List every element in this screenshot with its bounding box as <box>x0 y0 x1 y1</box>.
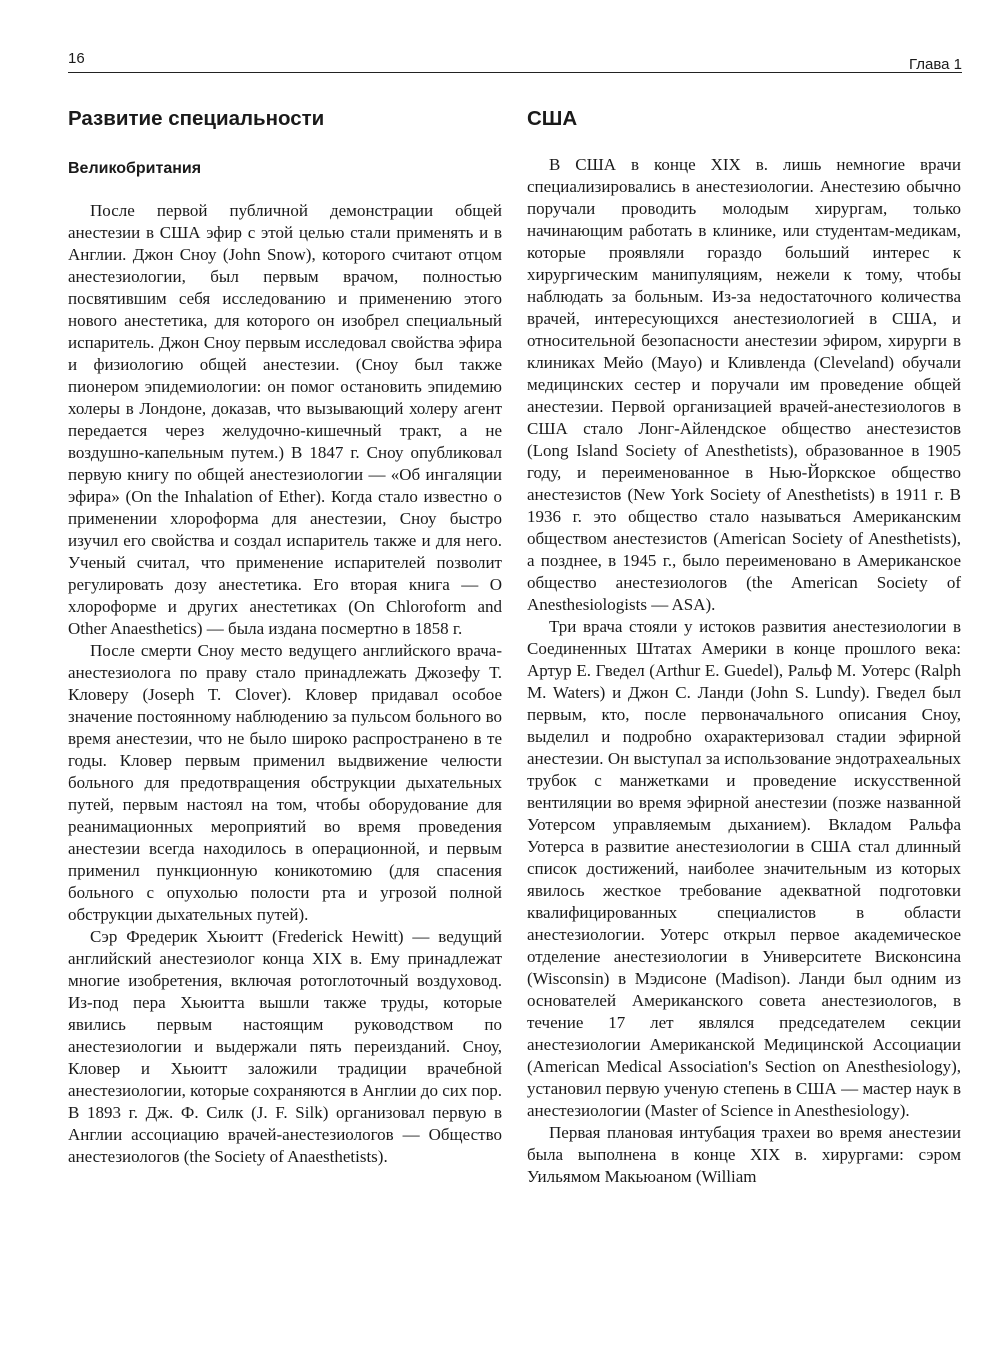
page-header <box>68 46 962 73</box>
paragraph: Первая плановая интубация трахеи во время анестезии была выполнена в конце XIX в. хирургами: сэром Уильямом Макьюаном (William <box>527 1123 961 1186</box>
right-column <box>527 96 961 1188</box>
paragraph: После первой публичной демонстрации общей анестезии в США эфир с этой целью стали применять и в Англии. Джон Сноу (John Snow), которого считают отцом анестезиологии, был первым врачом, полностью посвятившим себя исследованию и применению этого нового анестетика, для которого он изобрел специальный испаритель. Джон Сноу первым исследовал свойства эфира и физиологию общей анестезии. (Сноу был также пионером эпидемиологии: он помог остановить эпидемию холеры в Лондоне, доказав, что вызывающий холеру агент передается через желудочно-кишечный тракт, а не воздушно-капельным путем.) В 1847 г. Сноу опубликовал первую книгу по общей анестезиологии — «Об ингаляции эфира» (On the Inhalation of Ether). Когда стало известно о применении хлороформа для анестезии, Сноу быстро изучил его свойства и создал испаритель также и для него. Ученый считал, что применение испарителей позволит регулировать дозу анестетика. Его вторая книга — О хлороформе и других анестетиках (On Chloroform and Other Anaesthetics) — была издана посмертно в 1858 г. <box>68 201 502 638</box>
section-heading-usa: США <box>527 107 578 130</box>
section-heading: Развитие специальности <box>68 107 325 130</box>
left-column <box>68 96 502 1168</box>
chapter-label: Глава 1 <box>908 56 962 73</box>
paragraph: Три врача стояли у истоков развития анестезиологии в Соединенных Штатах Америки в конце прошлого века: Артур Е. Гведел (Arthur E. Guedel), Ральф М. Уотерс (Ralph M. Waters) и Джон С. Ланди (John S. Lundy). Гведел был первым, кто, после первоначального описания Сноу, выделил и подробно охарактеризовал стадии эфирной анестезии. Он выступал за использование эндотрахеальных трубок с манжетками и проведение искусственной вентиляции во время эфирной анестезии (позже названной Уотерсом управляемым дыханием). Вкладом Ральфа Уотерса в развитие анестезиологии в США стал длинный список достижений, наиболее значительным из которых явилось жесткое требование адекватной подготовки квалифицированных специалистов в области анестезиологии. Уотерс открыл первое академическое отделение анестезиологии в Университете Висконсина (Wisconsin) в Мэдисоне (Madison). Ланди был одним из основателей Американского совета анестезиологов, в течение 17 лет являлся председателем секции анестезиологии Американской Медицинской Ассоциации (American Medical Association's Section on Anesthesiology), установил первую ученую степень в США — мастер наук в анестезиологии (Master of Science in Anesthesiology). <box>527 617 961 1120</box>
subsection-heading: Великобритания <box>68 160 202 177</box>
page-number: 16 <box>68 50 85 67</box>
paragraph: В США в конце XIX в. лишь немногие врачи специализировались в анестезиологии. Анестезию обычно поручали проводить молодым хирургам, только начинающим работать в клинике, или студентам-медикам, которые проявляли гораздо больший интерес к хирургическим манипуляциям, нежели к тому, чтобы наблюдать за больным. Из-за недостаточного количества врачей, интересующихся анестезиологией в США, и относительной безопасности анестезии эфиром, хирурги в клиниках Мейо (Mayo) и Кливленда (Cleveland) обучали медицинских сестер и поручали им проведение общей анестезии. Первой организацией врачей-анестезиологов в США стало Лонг-Айлендское общество анестезистов (Long Island Society of Anesthetists), образованное в 1905 году, и переименованное в Нью-Йоркское общество анестезистов (New York Society of Anesthetists) в 1911 г. В 1936 г. это общество стало называться Американским обществом анестезистов (American Society of Anesthetists), а позднее, в 1945 г., было переименовано в Американское общество анестезиологов (the American Society of Anesthesiologists — ASA). <box>527 155 961 614</box>
paragraph: После смерти Сноу место ведущего английского врача-анестезиолога по праву стало принадлежать Джозефу Т. Кловеру (Joseph T. Clover). Кловер придавал особое значение постоянному наблюдению за пульсом больного во время анестезии, что не было широко распространено в те годы. Кловер первым применил выдвижение челюсти больного для предотвращения обструкции дыхательных путей, первым настоял на том, чтобы оборудование для реанимационных мероприятий во время проведения анестезии всегда находилось в операционной, и первым применил пункционную коникотомию (для спасения больного с опухолью полости рта и угрозой полной обструкции дыхательных путей). <box>68 641 502 924</box>
paragraph: Сэр Фредерик Хьюитт (Frederick Hewitt) — ведущий английский анестезиолог конца XIX в. Ему принадлежат многие изобретения, включая ротоглоточный воздуховод. Из-под пера Хьюитта вышли также труды, которые явились первым настоящим руководством по анестезиологии и выдержали пять переизданий. Сноу, Кловер и Хьюитт заложили традиции врачебной анестезиологии, которые сохраняются в Англии до сих пор. В 1893 г. Дж. Ф. Силк (J. F. Silk) организовал первую в Англии ассоциацию врачей-анестезиологов — Общество анестезиологов (the Society of Anaesthetists). <box>68 927 502 1166</box>
